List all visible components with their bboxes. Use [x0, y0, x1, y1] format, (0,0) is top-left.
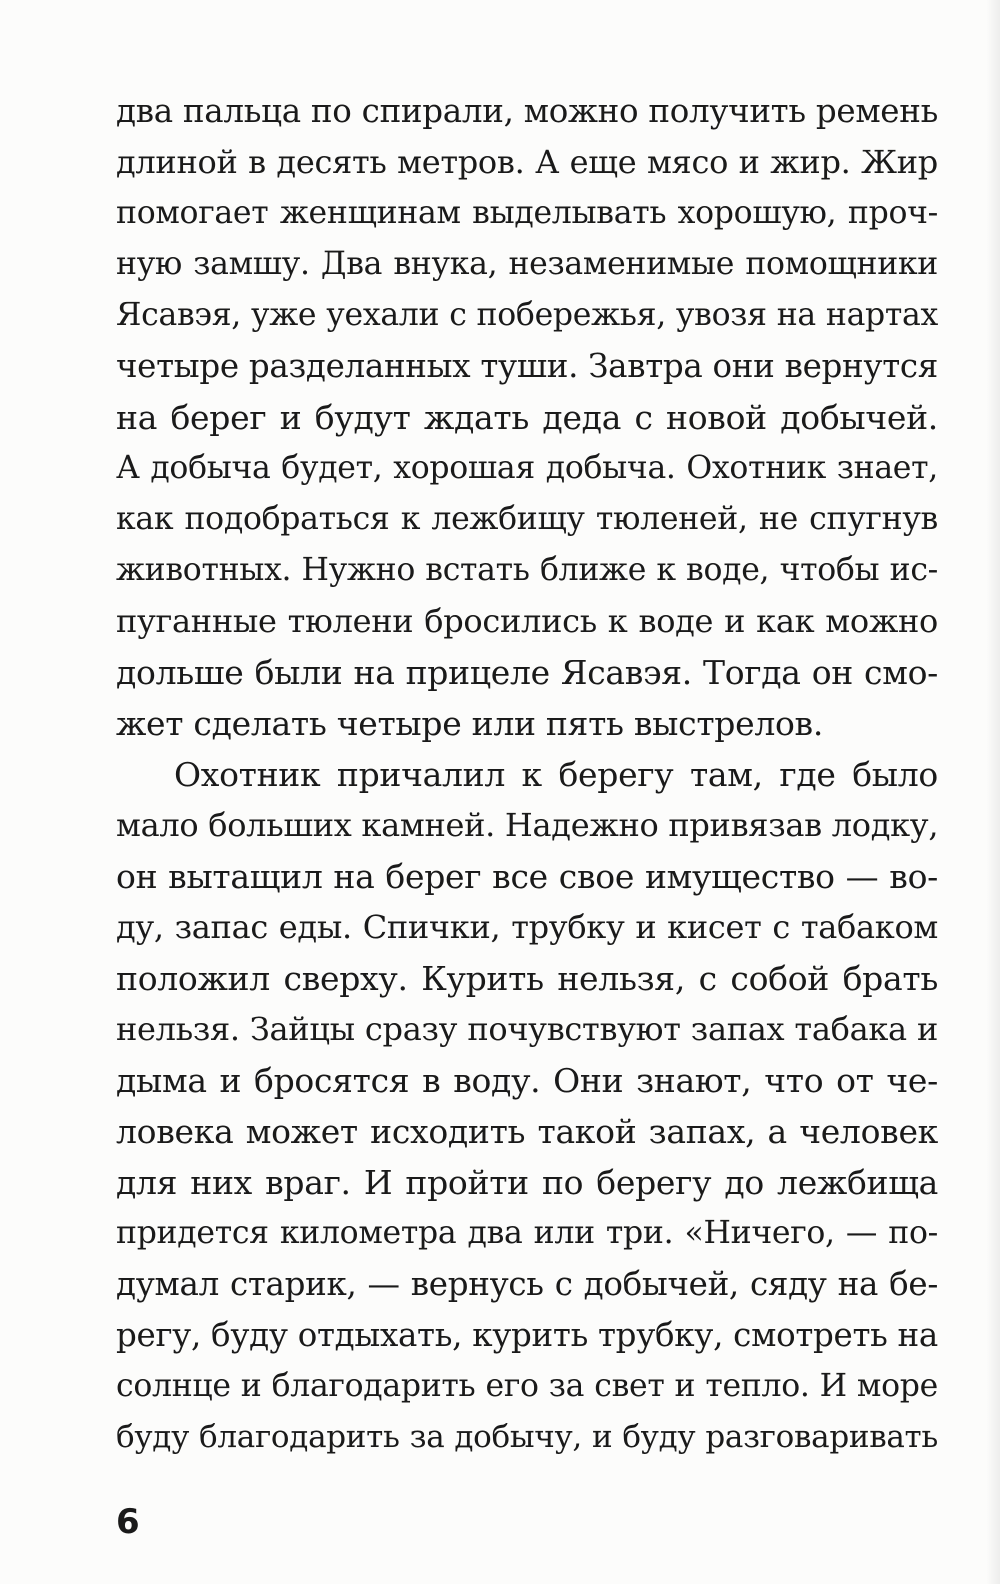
- body-text: [116, 86, 938, 1463]
- text-line: мало больших камней. Надежно привязав лодку,: [116, 806, 939, 844]
- page-edge-shadow: [986, 0, 1000, 1584]
- text-line: жет сделать четыре или пять выстрелов.: [116, 704, 824, 743]
- text-line: помогает женщинам выделывать хорошую, проч-: [116, 195, 938, 231]
- text-line: ловека может исходить такой запах, а человек: [116, 1112, 938, 1151]
- text-line: регу, буду отдыхать, курить трубку, смотреть на: [116, 1316, 938, 1354]
- text-line: ду, запас еды. Спички, трубку и кисет с табаком: [116, 908, 938, 946]
- text-line: четыре разделанных туши. Завтра они вернутся: [116, 347, 938, 385]
- text-line: для них враг. И пройти по берегу до лежбища: [116, 1163, 938, 1202]
- text-line: буду благодарить за добычу, и буду разговаривать: [116, 1419, 938, 1455]
- paragraph-first-line: Охотник причалил к берегу там, где было: [174, 755, 938, 794]
- text-line: дыма и бросятся в воду. Они знают, что от че-: [116, 1061, 938, 1100]
- text-line: на берег и будут ждать деда с новой добычей.: [116, 398, 938, 437]
- text-line: придется километра два или три. «Ничего, — по-: [116, 1215, 938, 1251]
- text-line: Ясавэя, уже уехали с побережья, увозя на нартах: [116, 297, 938, 333]
- text-line: положил сверху. Курить нельзя, с собой брать: [116, 959, 938, 998]
- text-line: солнце и благодарить его за свет и тепло. И море: [116, 1368, 938, 1404]
- text-line: как подобраться к лежбищу тюленей, не спугнув: [116, 501, 938, 537]
- page-number: 6: [116, 1502, 140, 1542]
- text-line: дольше были на прицеле Ясавэя. Тогда он смо-: [116, 653, 938, 692]
- text-line: пуганные тюлени бросились к воде и как можно: [116, 602, 938, 640]
- text-line: два пальца по спирали, можно получить ремень: [116, 92, 938, 130]
- text-line: ную замшу. Два внука, незаменимые помощники: [116, 246, 938, 282]
- text-line: животных. Нужно встать ближе к воде, чтобы ис-: [116, 552, 938, 588]
- text-line: он вытащил на берег все свое имущество — во-: [116, 857, 938, 896]
- text-line: нельзя. Зайцы сразу почувствуют запах табака и: [116, 1010, 938, 1048]
- text-line: А добыча будет, хорошая добыча. Охотник знает,: [116, 450, 938, 486]
- text-line: думал старик, — вернусь с добычей, сяду на бе-: [116, 1265, 938, 1303]
- text-line: длиной в десять метров. А еще мясо и жир. Жир: [116, 143, 938, 181]
